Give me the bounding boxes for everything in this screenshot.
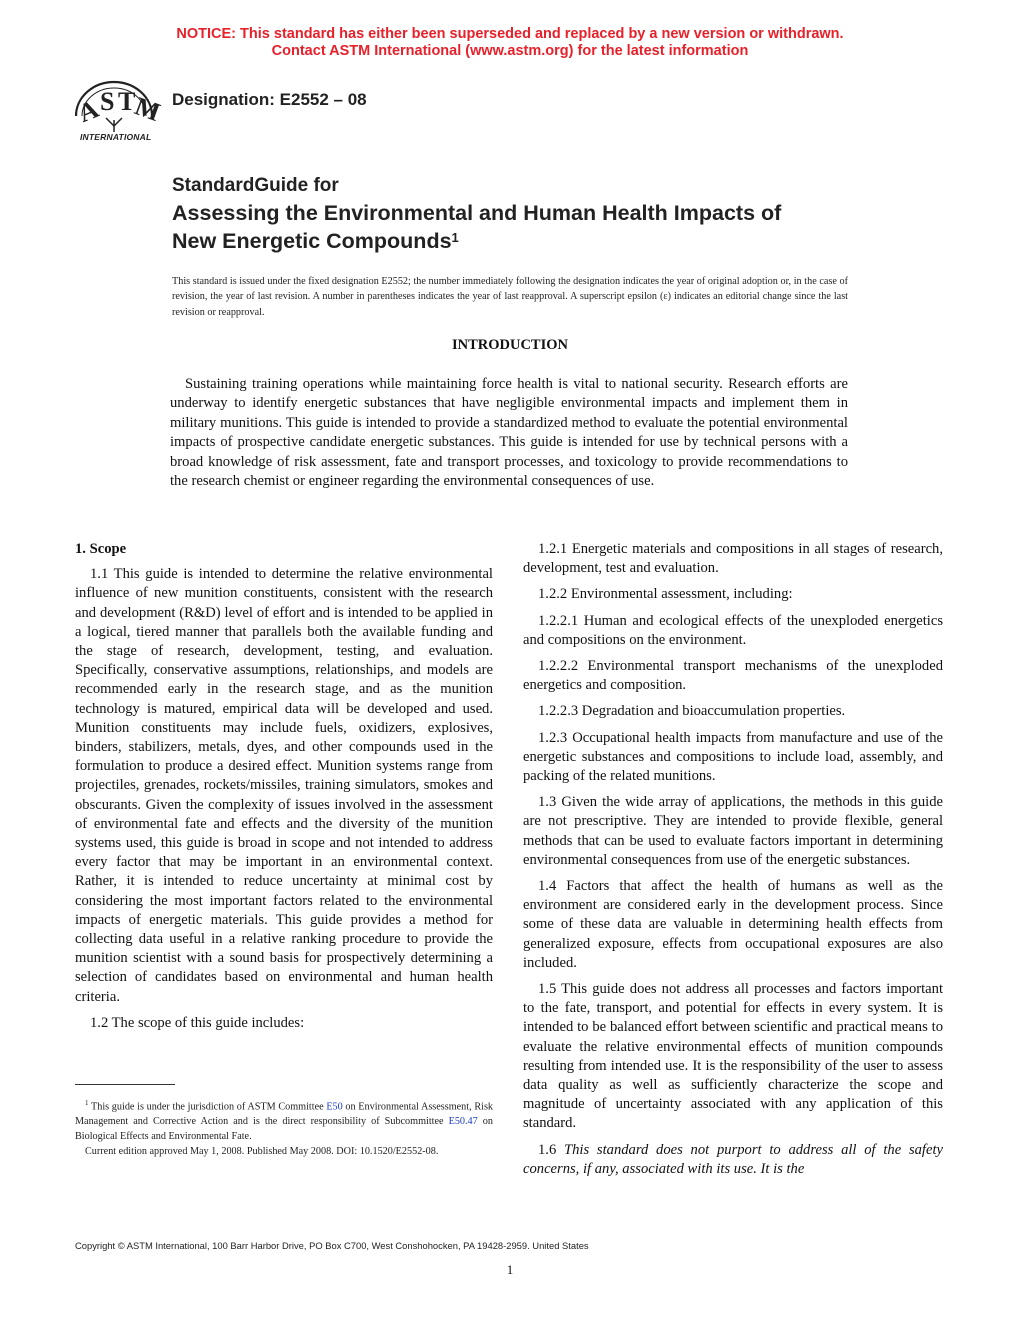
section-1-6-number: 1.6 bbox=[538, 1141, 565, 1158]
title-line-2: Assessing the Environmental and Human Health Impacts of bbox=[172, 201, 782, 225]
svg-text:M: M bbox=[131, 91, 162, 128]
section-1-2-2-1: 1.2.2.1 Human and ecological effects of the unexploded energetics and compositions on the environment. bbox=[523, 612, 943, 648]
issued-statement: This standard is issued under the fixed designation E2552; the number immediately following the designation indicates the year of original adoption or, in the case of revision, the year of last revision. A number in parentheses indicates the year of last reapproval. A superscript epsilon (ε) indicates an editorial change since the last revision or reapproval. bbox=[172, 276, 848, 318]
committee-link[interactable]: E50 bbox=[326, 1101, 343, 1113]
introduction-heading: INTRODUCTION bbox=[451, 337, 568, 353]
footnote bbox=[75, 1096, 493, 1160]
title-line-3-text: New Energetic Compounds bbox=[172, 229, 452, 253]
section-1-2-3: 1.2.3 Occupational health impacts from manufacture and use of the energetic substances and compositions to include load, assembly, and packing of the related munitions. bbox=[523, 729, 943, 785]
section-1-2-2-3: 1.2.2.3 Degradation and bioaccumulation properties. bbox=[538, 703, 846, 720]
page-number: 1 bbox=[506, 1262, 514, 1277]
svg-text:T: T bbox=[118, 87, 136, 116]
section-1-2-2-2: 1.2.2.2 Environmental transport mechanisms of the unexploded energetics and composition. bbox=[523, 658, 943, 694]
introduction-paragraph: Sustaining training operations while maintaining force health is vital to national security. Research efforts are underway to identify energetic substances that have negligible environmental impacts and implement them in military munitions. This guide is intended to provide a standardized method to evaluate the potential environmental impacts of prospective candidate energetic substances. This guide is intended for use by technical persons with a broad knowledge of risk assessment, fate and transport processes, and toxicology to provide recommendations to the research chemist or engineer regarding the environmental consequences of use. bbox=[170, 376, 848, 490]
section-1-2-2: 1.2.2 Environmental assessment, including: bbox=[538, 586, 793, 603]
section-1-1: 1.1 This guide is intended to determine the relative environmental influence of new munition constituents, consistent with the research and development (R&D) level of effort and is intended to be applied in a logical, tiered manner that parallels both the available funding and the stage of research, development, testing, and evaluation. Specifically, conservative assumptions, relationships, and models are recommended early in the research stage, and as the munition technology is matured, empirical data will be developed and used. Munition constituents may include fuels, oxidizers, explosives, binders, stabilizers, metals, dyes, and other compounds used in the formulation to produce a desired effect. Munition systems range from projectiles, grenades, rockets/missiles, training simulators, smokes and obscurants. Given the complexity of issues involved in the assessment of environmental fate and effects and the diversity of the munition systems used, this guide is broad in scope and not intended to address every factor that may be important in an environmental context. Rather, it is intended to reduce uncertainty at minimal cost by considering the most important factors related to the environmental impacts of energetic materials. This guide provides a method for collecting data useful in a relative ranking procedure to provide the munition scientist with a sound basis for prospectively determining a selection of candidates based on environmental and human health criteria. bbox=[75, 566, 493, 1005]
section-1-2: 1.2 The scope of this guide includes: bbox=[90, 1014, 305, 1031]
section-1-2-1: 1.2.1 Energetic materials and compositions in all stages of research, development, test and evaluation. bbox=[523, 541, 943, 577]
footnote-text-b: on Environmental Assessment, Risk Management and Corrective Action and is the direct responsibility of Subcommittee bbox=[75, 1101, 493, 1128]
title-footnote-ref: 1 bbox=[451, 230, 459, 245]
section-1-5: 1.5 This guide does not address all processes and factors important to the fate, transport, and potential for effects in every system. It is intended to be balanced effort between scientific and practical means to evaluate the relative environmental effects of munition compounds resulting from intended use. It is the responsibility of the user to assess data quality as well as sufficiently characterize the scope and magnitude of uncertainty associated with any application of this standard. bbox=[523, 981, 943, 1132]
footnote-divider bbox=[75, 1084, 175, 1085]
footnote-text-a: This guide is under the jurisdiction of ASTM Committee bbox=[88, 1101, 327, 1113]
right-column bbox=[523, 540, 943, 1179]
scope-heading: 1. Scope bbox=[75, 541, 127, 557]
copyright-line: Copyright © ASTM International, 100 Barr Harbor Drive, PO Box C700, West Conshohocken, PA 19428-2959. United States bbox=[75, 1240, 589, 1251]
title-line-3 bbox=[172, 227, 892, 255]
left-column bbox=[75, 540, 493, 1033]
footnote-edition: Current edition approved May 1, 2008. Published May 2008. DOI: 10.1520/E2552-08. bbox=[85, 1145, 439, 1157]
subcommittee-link[interactable]: E50.47 bbox=[448, 1116, 478, 1128]
section-1-6-text: This standard does not purport to address all of the safety concerns, if any, associated with its use. It is the bbox=[523, 1141, 943, 1177]
withdrawal-notice bbox=[0, 26, 1020, 60]
svg-text:A: A bbox=[74, 94, 103, 129]
section-1-3: 1.3 Given the wide array of applications, the methods in this guide are not prescriptive. They are intended to provide flexible, general methods that can be used to evaluate factors important in determining environmental consequences from use of the energetic substances. bbox=[523, 794, 943, 868]
section-1-6 bbox=[523, 1141, 943, 1179]
document-title bbox=[172, 199, 892, 255]
astm-logo bbox=[66, 74, 162, 146]
logo-subtext: INTERNATIONAL bbox=[80, 132, 152, 142]
footnote-text-c: on Biological Effects and Environmental Fate. bbox=[75, 1116, 493, 1142]
notice-line-2: Contact ASTM International (www.astm.org) for the latest information bbox=[271, 43, 749, 59]
section-1-4: 1.4 Factors that affect the health of humans as well as the environment are considered early in the development process. Since some of these data are valuable in determining health effects from generalized exposure, effects from occupational exposures are also included. bbox=[523, 878, 943, 971]
title-line-1: StandardGuide for bbox=[172, 175, 339, 196]
footnote-jurisdiction bbox=[75, 1096, 493, 1145]
notice-line-1: NOTICE: This standard has either been superseded and replaced by a new version or withdrawn. bbox=[176, 26, 844, 42]
designation: Designation: E2552 – 08 bbox=[172, 90, 367, 109]
footnote-marker: 1 bbox=[85, 1099, 89, 1107]
svg-text:S: S bbox=[100, 87, 115, 116]
